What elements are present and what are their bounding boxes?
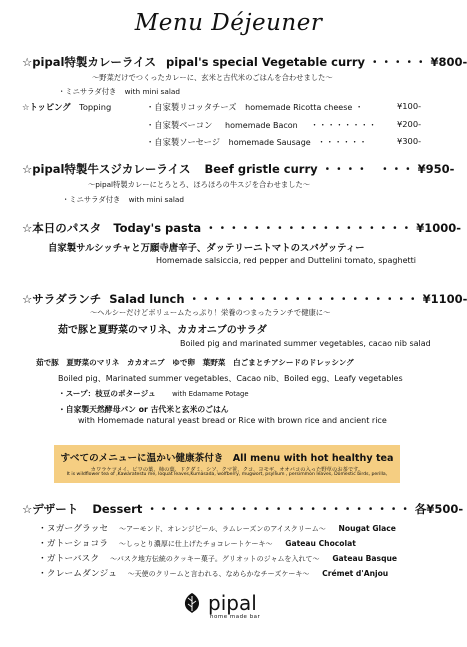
- dessert-item-desc: ～バスク地方伝統のクッキー菓子。グリオットのジャムを入れて～: [109, 555, 320, 563]
- dessert-item: [38, 536, 356, 549]
- salad-soup: [58, 388, 249, 399]
- beef-salad-en: with mini salad: [128, 195, 184, 204]
- salad-name-jp: 茹で豚と夏野菜のマリネ、カカオニブのサラダ: [58, 325, 267, 336]
- dessert-price: 各¥500-: [414, 502, 464, 516]
- curry-dots: ・・・・・: [369, 55, 427, 69]
- salad-bread-jp: ・自家製天然酵母パン or 古代米と玄米のごはん: [58, 405, 229, 414]
- dessert-item: [38, 566, 388, 579]
- dessert-item-desc: ～アーモンド、オレンジピール、ラムレーズンのアイスクリーム～: [119, 525, 326, 533]
- logo-name: pipal: [208, 591, 257, 615]
- salad-ingredients-jp: 茹で豚 夏野菜のマリネ カカオニブ ゆで卵 葉野菜 白ごまとチアシードのドレッシング: [36, 358, 354, 367]
- topping-item-jp: ・自家製リコッタチーズ: [146, 102, 237, 112]
- pasta-name-en: Homemade salsiccia, red pepper and Duttelini tomato, spaghetti: [156, 256, 416, 265]
- banner-ingredients-en: It is wildflower tea of ,Kawaratestu me, loquat leaves,Kumasada, wolfberry, mugwort, psyllium , persimmon leaves, Domestic birds, perilla,: [66, 472, 388, 477]
- healthy-tea-banner: [54, 445, 400, 483]
- curry-salad-note: [58, 87, 180, 97]
- dessert-item-jp: ・ヌガーグラッセ: [38, 524, 109, 534]
- curry-heading-en: pipal's special Vegetable curry: [165, 55, 365, 69]
- topping-label-jp: ☆トッピング: [22, 102, 71, 112]
- salad-heading-en: Salad lunch: [109, 292, 185, 306]
- menu-title: Menu Déjeuner: [134, 10, 323, 36]
- topping-label-en: Topping: [79, 102, 112, 112]
- beef-heading-en: Beef gristle curry: [204, 162, 318, 176]
- topping-item-en: homemade Ricotta cheese: [245, 103, 353, 112]
- leaf-logo-icon: [181, 592, 203, 614]
- dessert-heading-en: Dessert: [92, 502, 143, 516]
- topping-item-price: ¥200-: [397, 119, 422, 129]
- salad-name-en: Boiled pig and marinated summer vegetables, cacao nib salad: [180, 339, 431, 348]
- dessert-heading-jp: ☆デザート: [22, 502, 79, 516]
- dessert-item-desc: ～しっとり濃厚に仕上げたチョコレートケーキ～: [118, 540, 273, 548]
- salad-bread-en: with Homemade natural yeast bread or Rice with brown rice and ancient rice: [78, 416, 387, 425]
- topping-item-price: ¥300-: [397, 136, 422, 146]
- dessert-item-en: Crémet d'Anjou: [322, 569, 389, 578]
- banner-title: [54, 450, 400, 464]
- topping-item-dots: ・: [354, 102, 364, 112]
- curry-heading: [22, 54, 467, 70]
- beef-description: ～pipal特製カレーにとろとろ、ほろほろの牛スジを合わせました～: [88, 180, 311, 189]
- beef-salad-note: [62, 195, 184, 205]
- dessert-item-desc: ～天使のクリームと言われる、なめらかなチーズケーキ～: [127, 570, 310, 578]
- pasta-name-jp: 自家製サルシッチャと万願寺唐辛子、ダッテリーニトマトのスパゲッティー: [48, 243, 365, 254]
- topping-item: [146, 119, 377, 131]
- topping-item-en: homemade Sausage: [228, 138, 311, 147]
- curry-salad-jp: ・ミニサラダ付き: [58, 87, 117, 96]
- banner-title-jp: すべてのメニューに温かい健康茶付き: [60, 453, 224, 464]
- salad-soup-jp: ・スープ：枝豆のポタージュ: [58, 389, 156, 398]
- curry-heading-jp: ☆pipal特製カレーライス: [22, 55, 156, 69]
- beef-dots: ・・・・ ・・・: [321, 162, 414, 176]
- pasta-heading-jp: ☆本日のパスタ: [22, 221, 102, 235]
- salad-heading-jp: ☆サラダランチ: [22, 292, 102, 306]
- pasta-dots: ・・・・・・・・・・・・・・・・・・: [205, 221, 413, 235]
- dessert-item-jp: ・ガトーショコラ: [38, 539, 109, 549]
- beef-price: ¥950-: [417, 162, 455, 176]
- dessert-item: [38, 551, 397, 564]
- curry-salad-en: with mini salad: [124, 87, 180, 96]
- topping-item-dots: ・・・・・・: [317, 137, 368, 147]
- salad-soup-en: with Edamame Potage: [172, 390, 249, 398]
- topping-item: [146, 101, 363, 113]
- topping-item-en: homemade Bacon: [225, 121, 298, 130]
- topping-item-jp: ・自家製ソーセージ: [146, 137, 221, 147]
- dessert-item-jp: ・クレームダンジュ: [38, 569, 117, 579]
- beef-heading-jp: ☆pipal特製牛スジカレーライス: [22, 162, 191, 176]
- dessert-item-en: Gateau Basque: [332, 554, 398, 563]
- logo-subtitle: home made bar: [210, 614, 261, 620]
- dessert-item-en: Gateau Chocolat: [285, 539, 356, 548]
- salad-description: ～ヘルシーだけどボリュームたっぷり！栄養のつまったランチで健康に～: [90, 308, 331, 317]
- banner-ingredients-jp: カワラケツメイ、ビワの葉、柿の葉、ドクダミ、シソ、クマ笹、クコ、ヨモギ、オオバコの入った野草のお茶です。: [90, 467, 364, 473]
- salad-dots: ・・・・・・・・・・・・・・・・・・・・: [188, 292, 419, 306]
- beef-salad-jp: ・ミニサラダ付き: [62, 195, 121, 204]
- topping-item-dots: ・・・・・・・・: [310, 120, 377, 130]
- pasta-heading-en: Today's pasta: [113, 221, 202, 235]
- dessert-item-jp: ・ガトーバスク: [38, 554, 100, 564]
- dessert-dots: ・・・・・・・・・・・・・・・・・・・・・・・: [146, 502, 411, 516]
- dessert-heading: [22, 501, 463, 517]
- salad-price: ¥1100-: [422, 292, 467, 306]
- topping-item-price: ¥100-: [397, 101, 422, 111]
- curry-description: ～野菜だけでつくったカレーに、玄米と古代米のごはんを合わせました～: [92, 73, 333, 82]
- banner-title-en: All menu with hot healthy tea: [232, 453, 394, 464]
- topping-item-jp: ・自家製ベーコン: [146, 120, 213, 130]
- pasta-price: ¥1000-: [416, 221, 461, 235]
- beef-heading: [22, 161, 454, 177]
- salad-heading: [22, 291, 467, 307]
- curry-price: ¥800-: [430, 55, 467, 69]
- dessert-item: [38, 521, 396, 534]
- topping-item: [146, 136, 367, 148]
- topping-label: [22, 101, 111, 113]
- salad-ingredients-en: Boiled pig、Marinated summer vegetables、Cacao nib、Boiled egg、Leafy vegetables: [58, 374, 403, 383]
- dessert-item-en: Nougat Glace: [338, 524, 396, 533]
- pasta-heading: [22, 220, 461, 236]
